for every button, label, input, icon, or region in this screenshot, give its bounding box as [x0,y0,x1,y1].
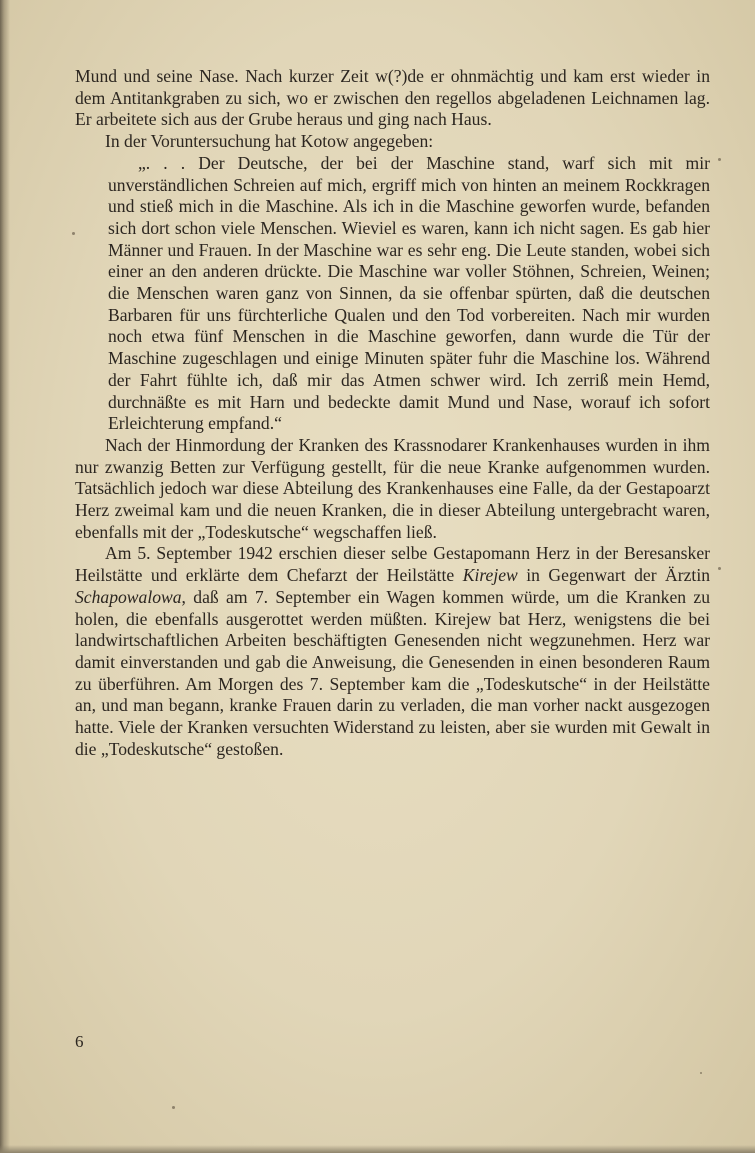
binding-shadow [0,0,10,1153]
paper-speck [172,1106,175,1109]
paragraph-text-segment: in Gegenwart der Ärztin [517,565,710,586]
page-bottom-edge [0,1145,755,1153]
quoted-testimony: „. . . Der Deutsche, der bei der Maschine stand, warf sich mit mir unverständlichen Schreien auf mich, ergriff mich von hinten an meinem Rockkragen und stieß mich in die Maschine. Als ich in die Maschine geworfen wurde, befanden sich dort schon viele Menschen. Wieviel es waren, kann ich nicht sagen. Es gab hier Männer und Frauen. In der Maschine war es sehr eng. Die Leute standen, wobei sich einer an den anderen drückte. Die Maschine war voller Stöhnen, Schreien, Weinen; die Menschen waren ganz von Sinnen, da sie offenbar spürten, daß die deutschen Barbaren für uns fürchterliche Qualen und den Tod vorbereiten. Nach mir wurden noch etwa fünf Menschen in die Maschine geworfen, dann wurde die Tür der Maschine zugeschlagen und einige Minuten später fuhr die Maschine los. Während der Fahrt fühlte ich, daß mir das Atmen schwer wird. Ich zerriß mein Hemd, durchnäßte es mit Harn und bedeckte damit Mund und Nase, worauf ich sofort Erleichterung empfand.“ [108,152,710,434]
page-number: 6 [75,1032,84,1051]
paragraph-beresansk-sanatorium [75,543,710,760]
name-kirejew: Kirejew [462,565,518,586]
paragraph-text-segment: Am 5. September 1942 erschien dieser selbe Gestapomann Herz in der Beresansker Heilstätte und erklärte dem Chefarzt der Heilstätte [75,543,710,586]
name-schapowalowa: Schapowalowa [75,586,182,607]
paragraph-krassnodar-hospital: Nach der Hinmordung der Kranken des Krassnodarer Krankenhauses wurden in ihm nur zwanzig Betten zur Verfügung gestellt, für die neue Kranke aufgenommen wurden. Tatsächlich jedoch war diese Abteilung des Krankenhauses eine Falle, da der Gestapoarzt Herz zweimal kam und die neuen Kranken, die in dieser Abteilung untergebracht waren, ebenfalls mit der „Todeskutsche“ wegschaffen ließ. [75,434,710,542]
paper-speck [72,232,75,235]
paragraph-continuation: Mund und seine Nase. Nach kurzer Zeit w(?)de er ohnmächtig und kam erst wieder in dem Antitankgraben zu sich, wo er zwischen den regellos abgeladenen Leichnamen lag. Er arbeitete sich aus der Grube heraus und ging nach Haus. [75,66,710,130]
paper-speck [718,158,721,161]
paragraph-intro-quote: In der Voruntersuchung hat Kotow angegeben: [105,131,434,152]
paragraph-text-segment: , daß am 7. September ein Wagen kommen würde, um die Kranken zu holen, die ebenfalls ausgerottet werden müßten. Kirejew bat Herz, wenigstens die bei landwirtschaftlichen Arbeiten beschäftigten Genesenden nicht wegzunehmen. Herz war damit einverstanden und gab die Anweisung, die Genesenden in einen besonderen Raum zu überführen. Am Morgen des 7. September kam die „Todeskutsche“ in der Heilstätte an, und man begann, kranke Frauen darin zu verladen, die man vorher nackt ausgezogen hatte. Viele der Kranken versuchten Widerstand zu leisten, aber sie wurden mit Gewalt in die „Todeskutsche“ gestoßen. [75,586,710,759]
paper-speck [700,1072,702,1074]
body-text [75,66,710,761]
paper-speck [718,567,721,570]
